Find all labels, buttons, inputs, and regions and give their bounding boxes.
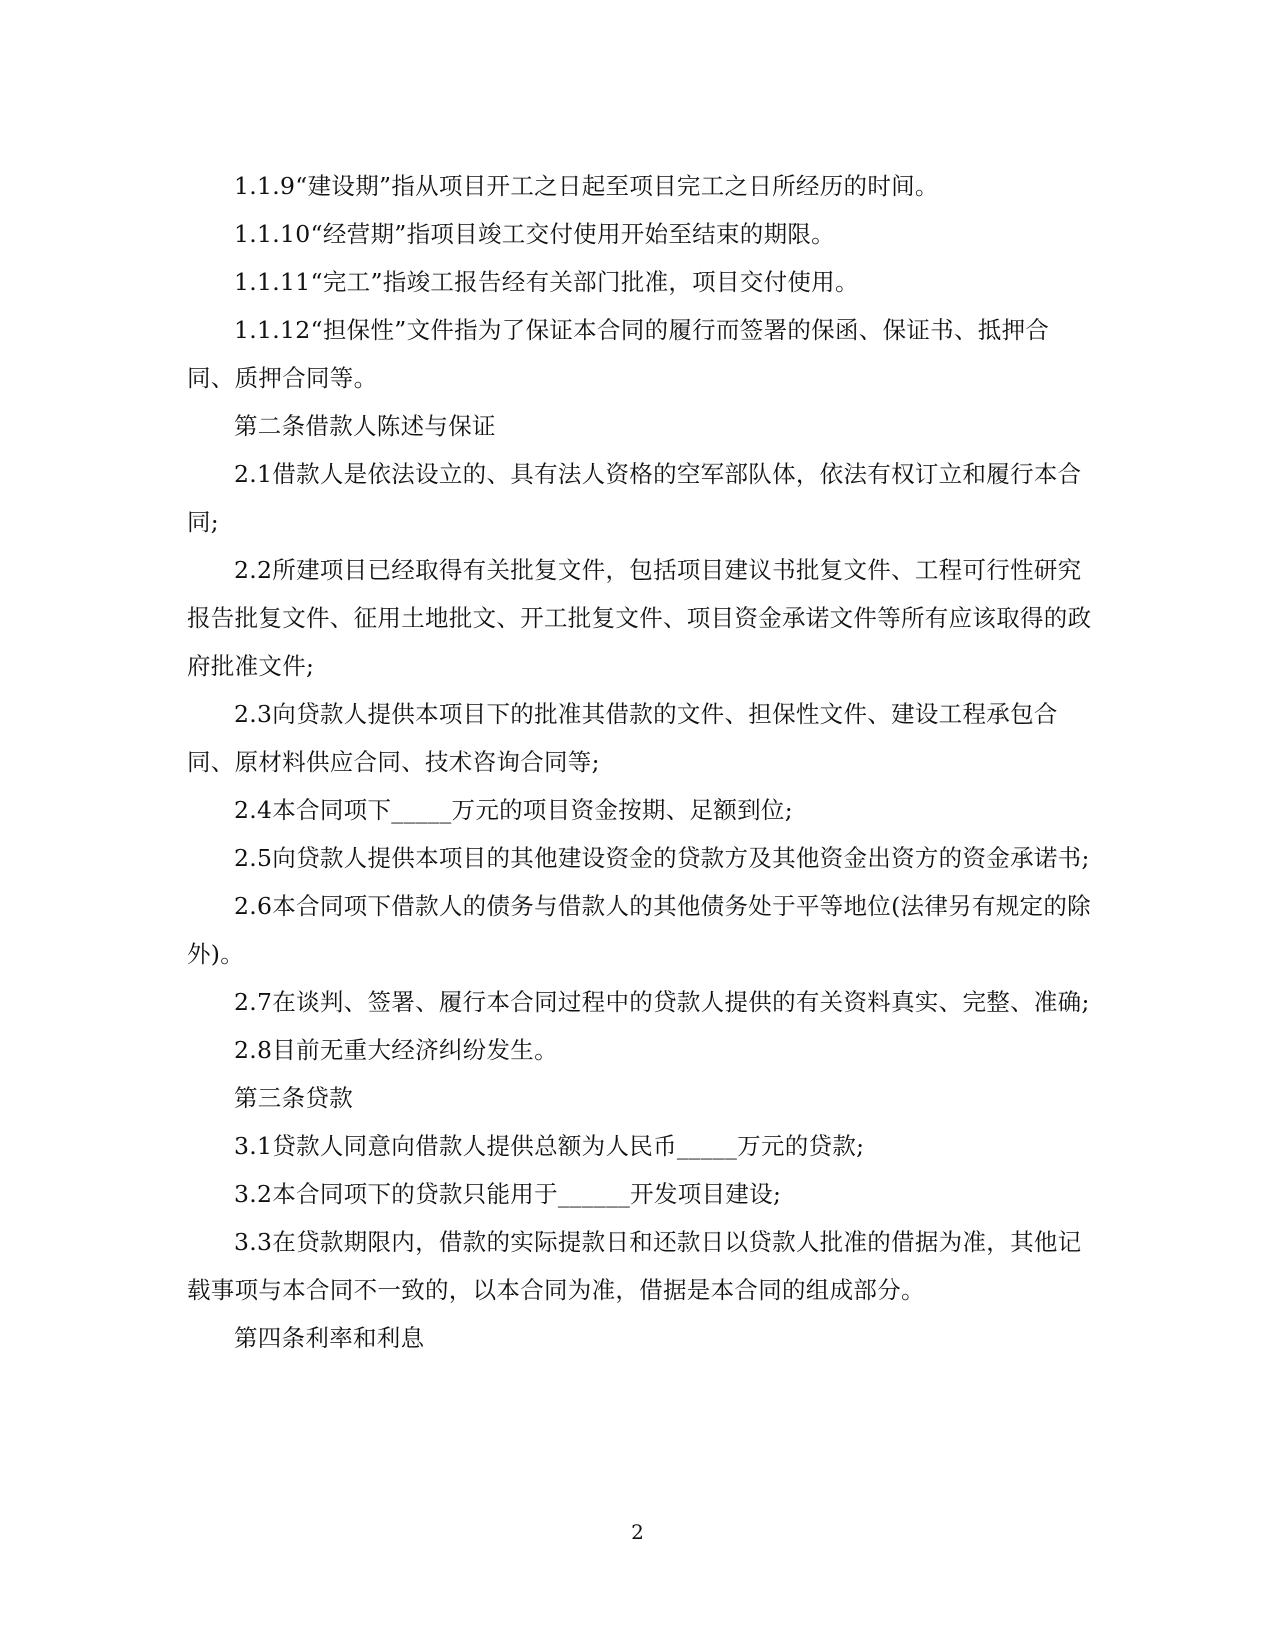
paragraph-2-4: 2.4本合同项下_____万元的项目资金按期、足额到位; [234,796,793,824]
paragraph-2-2: 2.2所建项目已经取得有关批复文件，包括项目建议书批复文件、工程可行性研究报告批复文件、征用土地批文、开工批复文件、项目资金承诺文件等所有应该取得的政府批准文件; [187,556,1092,680]
page-number: 2 [631,1520,644,1544]
paragraph-1-1-9: 1.1.9“建设期”指从项目开工之日起至项目完工之日所经历的时间。 [234,172,939,200]
document-body [187,162,1092,1362]
paragraph-3-2: 3.2本合同项下的贷款只能用于______开发项目建设; [234,1180,782,1208]
paragraph-2-5: 2.5向贷款人提供本项目的其他建设资金的贷款方及其他资金出资方的资金承诺书; [234,844,1090,872]
paragraph-1-1-12: 1.1.12“担保性”文件指为了保证本合同的履行而签署的保函、保证书、抵押合同、质押合同等。 [187,316,1050,392]
paragraph-2-6: 2.6本合同项下借款人的债务与借款人的其他债务处于平等地位(法律另有规定的除外)。 [187,892,1091,968]
paragraph-2-7: 2.7在谈判、签署、履行本合同过程中的贷款人提供的有关资料真实、完整、准确; [234,988,1090,1016]
section-heading-article-3: 第三条贷款 [234,1084,353,1112]
paragraph-1-1-10: 1.1.10“经营期”指项目竣工交付使用开始至结束的期限。 [234,220,835,248]
paragraph-3-1: 3.1贷款人同意向借款人提供总额为人民币_____万元的贷款; [234,1132,865,1160]
paragraph-2-3: 2.3向贷款人提供本项目下的批准其借款的文件、担保性文件、建设工程承包合同、原材料供应合同、技术咨询合同等; [187,700,1058,776]
section-heading-article-2: 第二条借款人陈述与保证 [234,412,496,440]
paragraph-3-3: 3.3在贷款期限内，借款的实际提款日和还款日以贷款人批准的借据为准，其他记载事项与本合同不一致的，以本合同为准，借据是本合同的组成部分。 [187,1228,1082,1304]
section-heading-article-4: 第四条利率和利息 [234,1324,425,1352]
paragraph-1-1-11: 1.1.11“完工”指竣工报告经有关部门批准，项目交付使用。 [234,268,859,296]
paragraph-2-1: 2.1借款人是依法设立的、具有法人资格的空军部队体，依法有权订立和履行本合同; [187,460,1082,536]
paragraph-2-8: 2.8目前无重大经济纠纷发生。 [234,1036,558,1064]
